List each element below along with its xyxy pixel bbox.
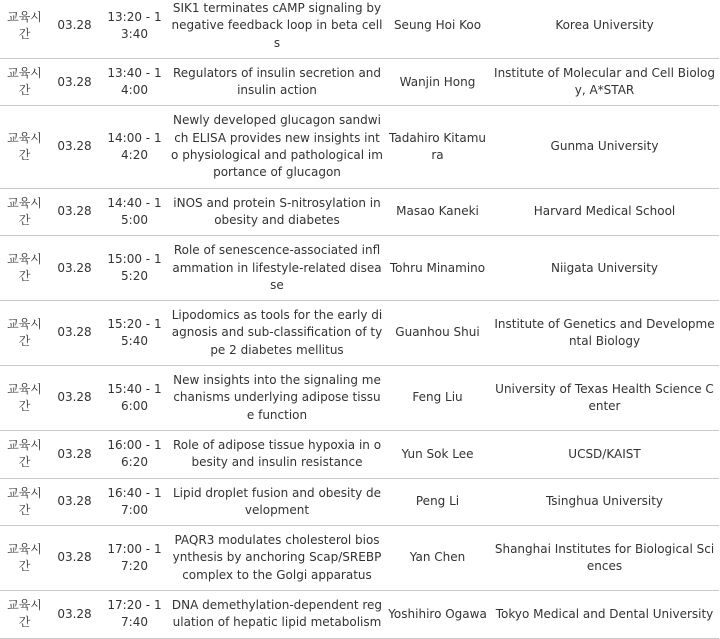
- speaker-affiliation: Tokyo Medical and Dental University: [490, 591, 719, 639]
- speaker-affiliation: Gunma University: [490, 106, 719, 188]
- talk-title: Role of senescence-associated inflammation in lifestyle-related disease: [169, 236, 385, 301]
- talk-title: New insights into the signaling mechanisms underlying adipose tissue function: [169, 366, 385, 431]
- speaker-name: Tadahiro Kitamura: [385, 106, 490, 188]
- session-type: 교육시간: [0, 478, 49, 526]
- session-time: 15:20 - 15:40: [100, 301, 169, 366]
- talk-title: Lipid droplet fusion and obesity development: [169, 478, 385, 526]
- speaker-name: Yoshihiro Ogawa: [385, 591, 490, 639]
- speaker-name: Tohru Minamino: [385, 236, 490, 301]
- session-type: 교육시간: [0, 301, 49, 366]
- session-date: 03.28: [49, 526, 100, 591]
- session-time: 15:40 - 16:00: [100, 366, 169, 431]
- table-row: [0, 526, 719, 591]
- talk-title: Lipodomics as tools for the early diagnosis and sub-classification of type 2 diabetes mellitus: [169, 301, 385, 366]
- talk-title: iNOS and protein S-nitrosylation in obesity and diabetes: [169, 188, 385, 236]
- session-time: 14:00 - 14:20: [100, 106, 169, 188]
- table-row: [0, 430, 719, 478]
- session-time: 14:40 - 15:00: [100, 188, 169, 236]
- table-row: [0, 591, 719, 639]
- speaker-affiliation: UCSD/KAIST: [490, 430, 719, 478]
- session-date: 03.28: [49, 366, 100, 431]
- session-type: 교육시간: [0, 188, 49, 236]
- speaker-name: Wanjin Hong: [385, 58, 490, 106]
- session-date: 03.28: [49, 236, 100, 301]
- talk-title: PAQR3 modulates cholesterol biosynthesis by anchoring Scap/SREBP complex to the Golgi apparatus: [169, 526, 385, 591]
- speaker-name: Masao Kaneki: [385, 188, 490, 236]
- session-time: 16:40 - 17:00: [100, 478, 169, 526]
- speaker-name: Yan Chen: [385, 526, 490, 591]
- speaker-affiliation: Harvard Medical School: [490, 188, 719, 236]
- speaker-name: Peng Li: [385, 478, 490, 526]
- speaker-affiliation: Tsinghua University: [490, 478, 719, 526]
- table-row: [0, 58, 719, 106]
- session-type: 교육시간: [0, 366, 49, 431]
- session-time: 13:20 - 13:40: [100, 0, 169, 58]
- table-row: [0, 106, 719, 188]
- talk-title: Newly developed glucagon sandwich ELISA provides new insights into physiological and pathological importance of glucagon: [169, 106, 385, 188]
- table-row: [0, 0, 719, 58]
- session-type: 교육시간: [0, 58, 49, 106]
- session-type: 교육시간: [0, 430, 49, 478]
- speaker-name: Seung Hoi Koo: [385, 0, 490, 58]
- talk-title: DNA demethylation-dependent regulation of hepatic lipid metabolism: [169, 591, 385, 639]
- speaker-name: Yun Sok Lee: [385, 430, 490, 478]
- session-type: 교육시간: [0, 106, 49, 188]
- session-date: 03.28: [49, 301, 100, 366]
- session-date: 03.28: [49, 0, 100, 58]
- session-time: 16:00 - 16:20: [100, 430, 169, 478]
- speaker-affiliation: Institute of Molecular and Cell Biology, A*STAR: [490, 58, 719, 106]
- table-row: [0, 236, 719, 301]
- table-row: [0, 478, 719, 526]
- talk-title: SIK1 terminates cAMP signaling by negative feedback loop in beta cells: [169, 0, 385, 58]
- session-type: 교육시간: [0, 236, 49, 301]
- table-row: [0, 301, 719, 366]
- table-row: [0, 366, 719, 431]
- session-date: 03.28: [49, 106, 100, 188]
- speaker-affiliation: Institute of Genetics and Developmental Biology: [490, 301, 719, 366]
- session-type: 교육시간: [0, 526, 49, 591]
- session-date: 03.28: [49, 591, 100, 639]
- session-date: 03.28: [49, 430, 100, 478]
- session-date: 03.28: [49, 478, 100, 526]
- session-time: 17:00 - 17:20: [100, 526, 169, 591]
- session-date: 03.28: [49, 188, 100, 236]
- speaker-affiliation: Korea University: [490, 0, 719, 58]
- session-type: 교육시간: [0, 591, 49, 639]
- session-time: 13:40 - 14:00: [100, 58, 169, 106]
- session-time: 17:20 - 17:40: [100, 591, 169, 639]
- session-date: 03.28: [49, 58, 100, 106]
- speaker-affiliation: Shanghai Institutes for Biological Sciences: [490, 526, 719, 591]
- talk-title: Regulators of insulin secretion and insulin action: [169, 58, 385, 106]
- session-time: 15:00 - 15:20: [100, 236, 169, 301]
- speaker-affiliation: Niigata University: [490, 236, 719, 301]
- speaker-name: Guanhou Shui: [385, 301, 490, 366]
- speaker-name: Feng Liu: [385, 366, 490, 431]
- session-type: 교육시간: [0, 0, 49, 58]
- table-row: [0, 188, 719, 236]
- speaker-affiliation: University of Texas Health Science Center: [490, 366, 719, 431]
- talk-title: Role of adipose tissue hypoxia in obesity and insulin resistance: [169, 430, 385, 478]
